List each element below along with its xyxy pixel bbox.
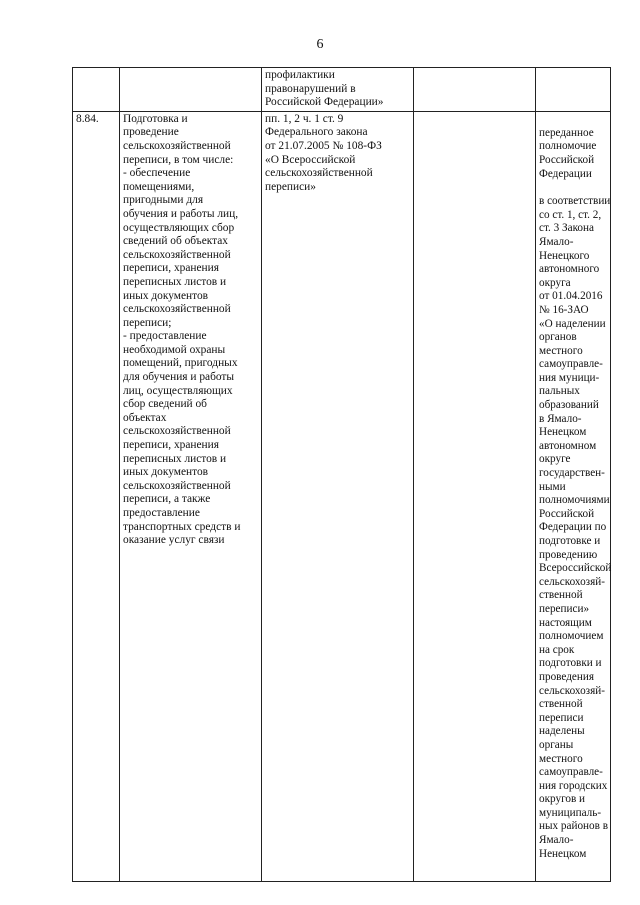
text-line: транспортных средств и: [123, 520, 241, 533]
text-line: иных документов: [123, 466, 209, 479]
text-line: Ненецком: [539, 847, 587, 860]
text-line: помещениями,: [123, 180, 195, 193]
text-line: органов: [539, 331, 577, 344]
text-line: иных документов: [123, 289, 209, 302]
text-line: переданное: [539, 126, 594, 139]
text-line: ными: [539, 480, 566, 493]
notes-top-gap: [539, 113, 607, 127]
cell-description: [120, 111, 262, 881]
text-line: полномочие: [539, 140, 597, 153]
text-line: «О наделении: [539, 317, 606, 330]
text-line: Ямало-: [539, 834, 574, 847]
text-line: переписных листов и: [123, 275, 227, 288]
text-line: - предоставление: [123, 330, 207, 343]
cell-col4-empty: [414, 111, 536, 881]
text-line: Российской Федерации»: [265, 96, 384, 109]
text-line: со ст. 1, ст. 2,: [539, 208, 602, 221]
text-line: переписи;: [123, 316, 172, 329]
notes-law-text: [539, 195, 612, 861]
text-line: подготовке и: [539, 535, 601, 547]
table-row-8-84: [73, 111, 611, 881]
text-line: сельскохозяй-: [539, 684, 605, 697]
cell-row-number: [73, 111, 120, 881]
cell-basis-continuation: [262, 68, 414, 112]
text-line: самоуправле-: [539, 766, 603, 779]
text-line: переписи, хранения: [123, 439, 219, 452]
text-line: Российской: [539, 153, 595, 166]
text-line: сельскохозяйственной: [123, 303, 231, 316]
text-line: необходимой охраны: [123, 343, 226, 356]
text-line: самоуправле-: [539, 358, 603, 371]
text-line: переписи, в том числе:: [123, 153, 234, 166]
text-line: наделены: [539, 725, 585, 738]
notes-middle-gap: [539, 181, 607, 195]
page-number: 6: [316, 37, 324, 52]
text-line: сельскохозяйственной: [123, 248, 231, 261]
text-line: автономного: [539, 263, 600, 276]
text-line: полномочиями: [539, 494, 610, 507]
text-line: переписных листов и: [123, 452, 227, 465]
cell-notes-empty: [536, 68, 611, 112]
text-line: ных районов в: [539, 820, 608, 833]
text-line: профилактики: [265, 69, 335, 81]
text-line: от 01.04.2016: [539, 290, 603, 303]
text-line: подготовки и: [539, 657, 602, 670]
text-line: местного: [539, 344, 583, 357]
text-line: пригодными для: [123, 194, 204, 207]
text-line: органы: [539, 738, 574, 751]
text-line: ст. 3 Закона: [539, 222, 594, 235]
text-line: образований: [539, 399, 599, 412]
text-line: ственной: [539, 698, 583, 711]
text-line: сельскохозяйственной: [123, 139, 231, 152]
text-line: ния городских: [539, 779, 608, 792]
text-line: Российской: [539, 507, 595, 520]
text-line: пальных: [539, 385, 580, 398]
table-row-continuation: [73, 68, 611, 112]
text-line: проведение: [123, 126, 179, 139]
text-line: сельскохозяйственной: [265, 167, 373, 180]
text-line: сельскохозяй-: [539, 575, 605, 588]
text-line: «О Всероссийской: [265, 153, 356, 166]
cell-legal-basis: [262, 111, 414, 881]
text-line: округа: [539, 276, 571, 289]
text-line: осуществляющих сбор: [123, 221, 235, 234]
text-line: № 16-ЗАО: [539, 303, 589, 316]
text-line: местного: [539, 752, 583, 765]
basis-continuation-text: [265, 69, 410, 110]
text-line: в соответствии: [539, 195, 611, 208]
text-line: обучения и работы лиц,: [123, 207, 239, 220]
cell-description-empty: [120, 68, 262, 112]
text-line: пп. 1, 2 ч. 1 ст. 9: [265, 112, 344, 125]
text-line: переписи»: [265, 180, 316, 193]
text-line: переписи»: [539, 602, 590, 615]
row-number: 8.84.: [76, 112, 99, 125]
text-line: ния муници-: [539, 371, 600, 384]
text-line: Федерации: [539, 167, 592, 180]
text-line: для обучения и работы: [123, 371, 235, 384]
text-line: проведения: [539, 670, 594, 683]
text-line: автономном: [539, 439, 597, 452]
text-line: сельскохозяйственной: [123, 479, 231, 492]
text-line: Ямало-: [539, 235, 574, 248]
text-line: ственной: [539, 589, 583, 602]
text-line: оказание услуг связи: [123, 534, 225, 547]
text-line: в Ямало-: [539, 412, 582, 425]
text-line: муниципаль-: [539, 806, 602, 819]
text-line: объектах: [123, 411, 167, 424]
text-line: переписи, а также: [123, 493, 211, 506]
text-line: сбор сведений об: [123, 398, 207, 411]
text-line: от 21.07.2005 № 108-ФЗ: [265, 139, 382, 152]
text-line: Ненецком: [539, 426, 587, 439]
text-line: лиц, осуществляющих: [123, 384, 233, 397]
text-line: переписи, хранения: [123, 262, 219, 275]
text-line: сведений об объектах: [123, 235, 229, 248]
text-line: полномочием: [539, 630, 604, 643]
text-line: проведению: [539, 548, 598, 561]
legal-basis-text: [265, 113, 410, 195]
description-text: [123, 113, 258, 548]
text-line: сельскохозяйственной: [123, 425, 231, 438]
text-line: Всероссийской: [539, 562, 612, 575]
text-line: округе: [539, 453, 571, 466]
text-line: государствен-: [539, 467, 605, 480]
text-line: Ненецкого: [539, 249, 590, 262]
text-line: переписи: [539, 711, 584, 724]
cell-col4-empty: [414, 68, 536, 112]
text-line: на срок: [539, 643, 575, 656]
text-line: Подготовка и: [123, 112, 188, 125]
text-line: предоставление: [123, 507, 200, 519]
notes-delegation-text: [539, 127, 607, 181]
text-line: Федерального закона: [265, 126, 368, 139]
text-line: помещений, пригодных: [123, 357, 238, 370]
text-line: правонарушений в: [265, 82, 356, 95]
text-line: - обеспечение: [123, 167, 191, 180]
cell-number-empty: [73, 68, 120, 112]
cell-notes: [536, 111, 611, 881]
text-line: округов и: [539, 793, 586, 806]
text-line: Федерации по: [539, 521, 607, 534]
text-line: настоящим: [539, 616, 592, 629]
document-table: [72, 67, 611, 882]
